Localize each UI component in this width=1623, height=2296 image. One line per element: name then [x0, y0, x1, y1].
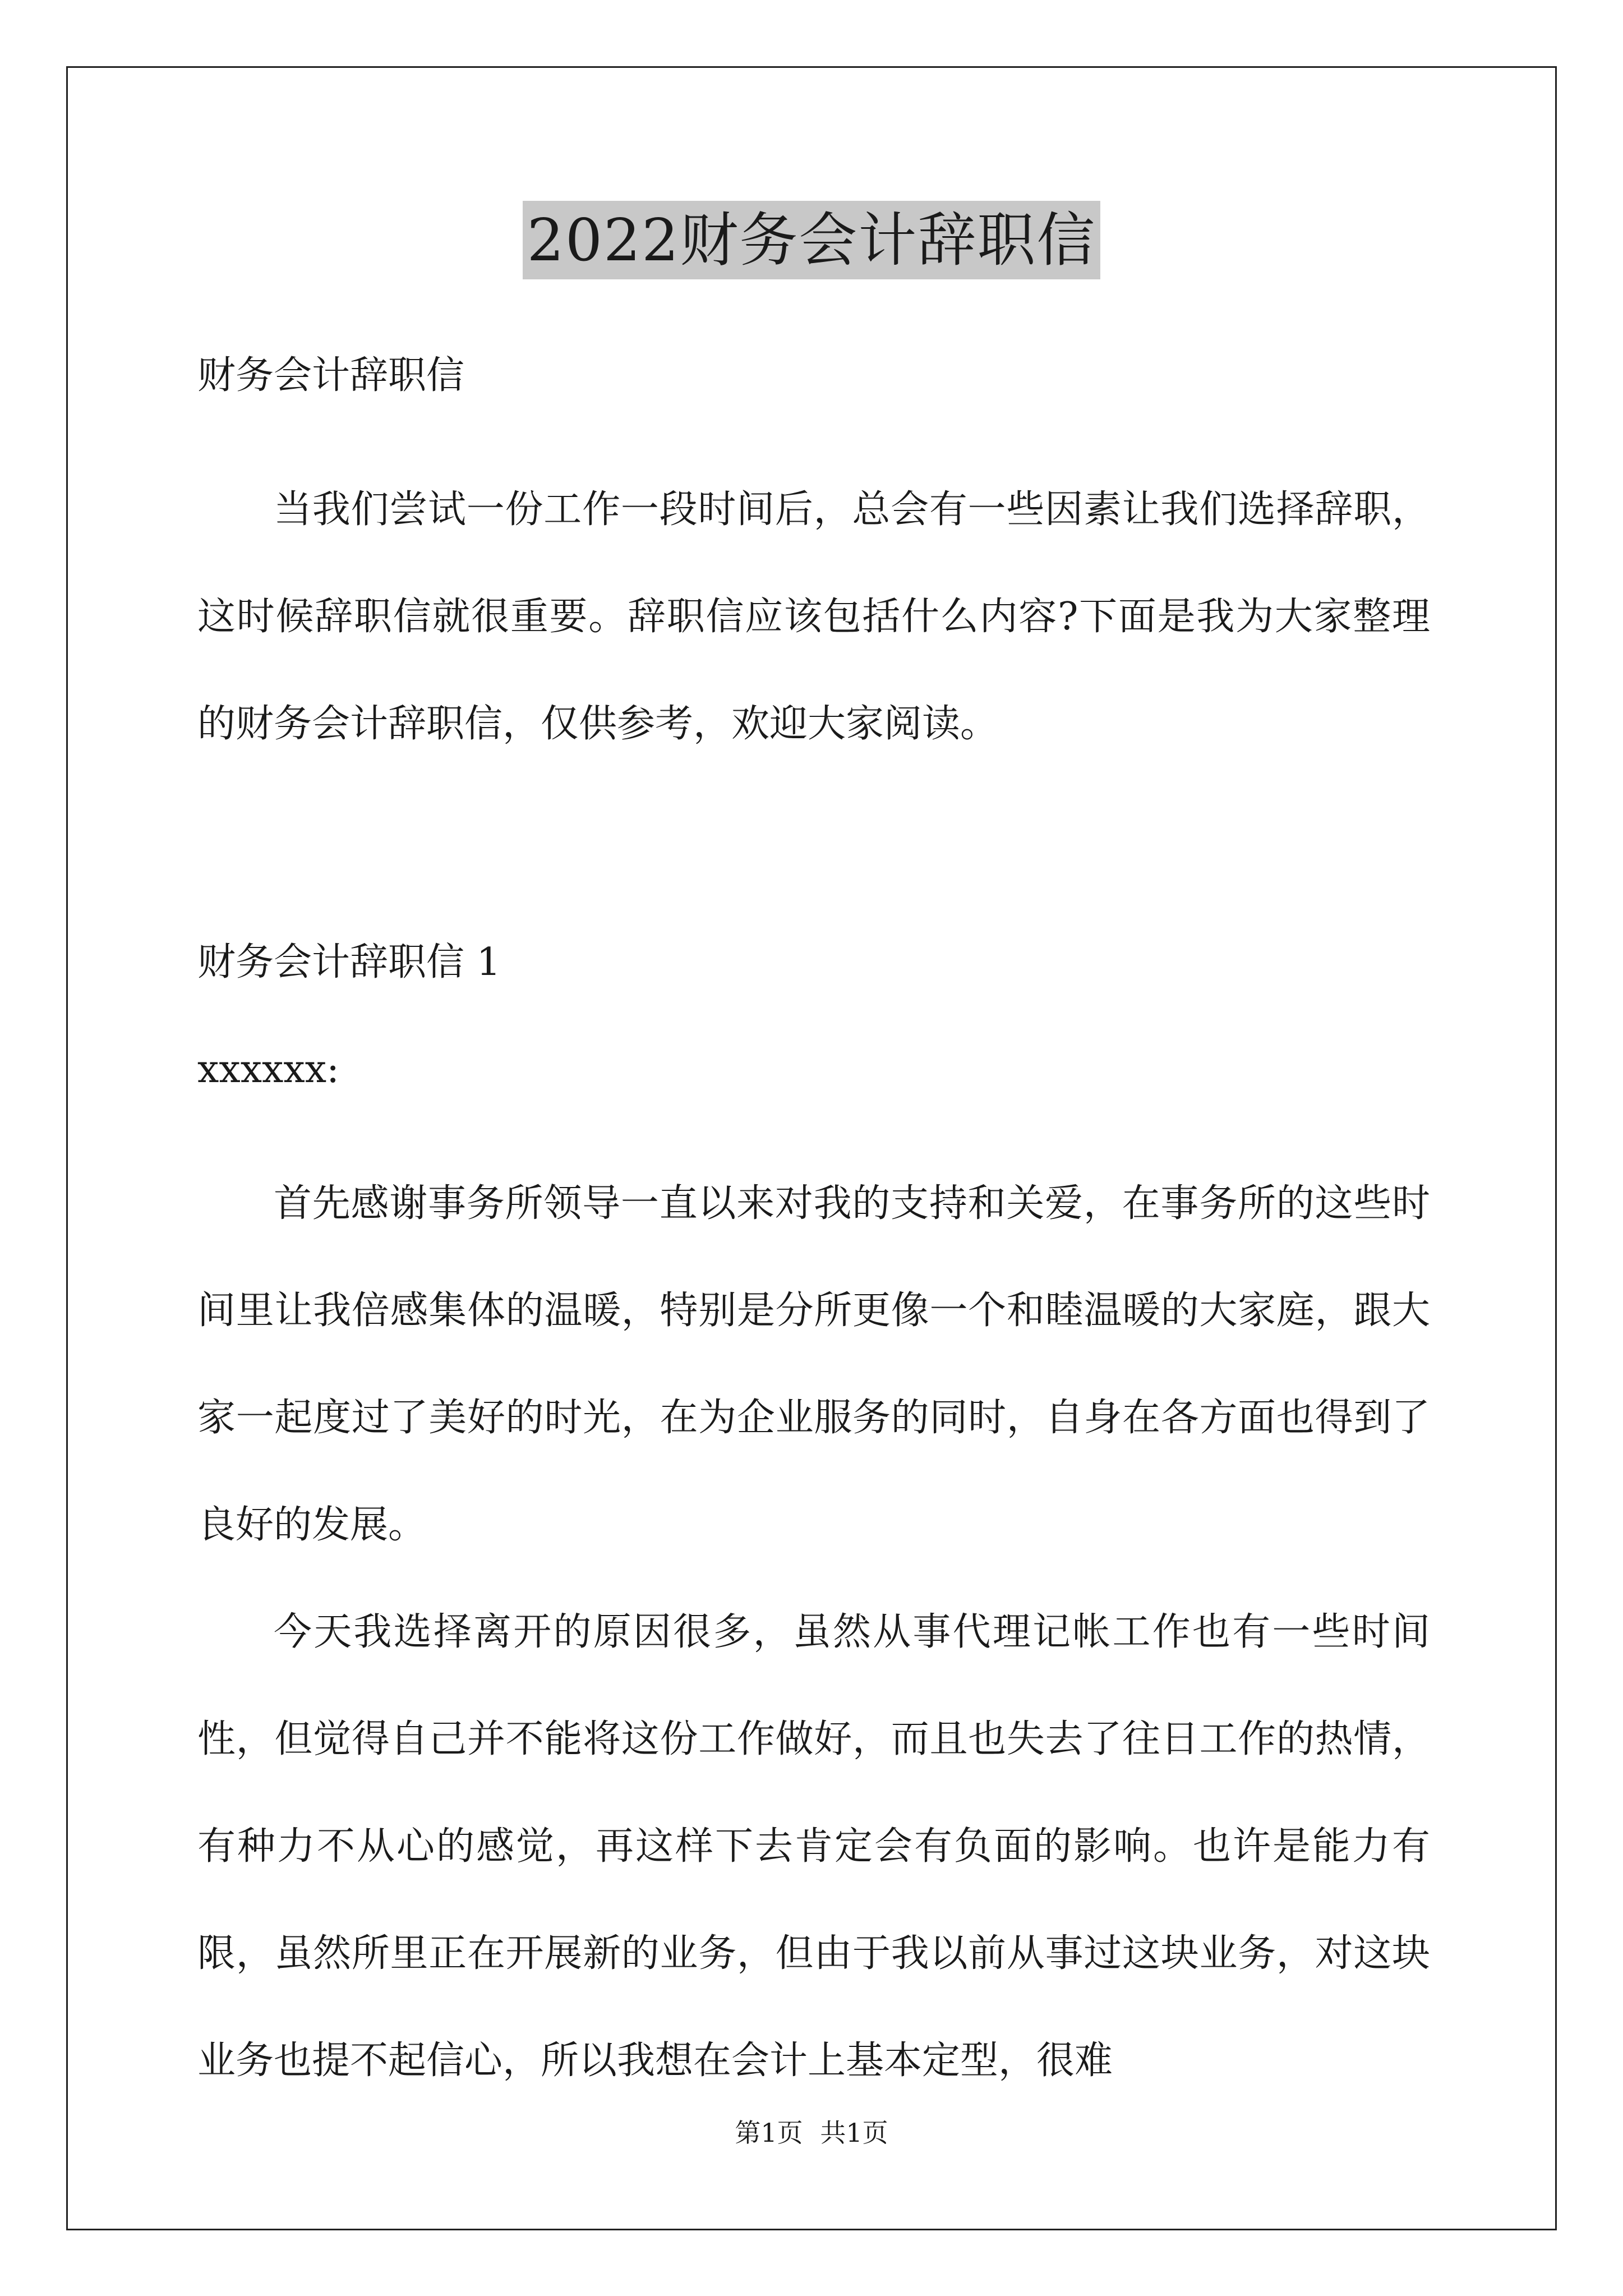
title-wrap: [0, 201, 1623, 279]
page-number: 第1页: [735, 2118, 803, 2148]
page-footer: [0, 2116, 1623, 2150]
section-heading: 财务会计辞职信 1: [197, 940, 501, 984]
subtitle: 财务会计辞职信: [197, 353, 465, 398]
document-body: [197, 349, 1430, 2114]
document-title: 2022财务会计辞职信: [523, 201, 1101, 279]
body-paragraph-2: 今天我选择离开的原因很多，虽然从事代理记帐工作也有一些时间性，但觉得自己并不能将这份工作做好，而且也失去了往日工作的热情，有种力不从心的感觉，再这样下去肯定会有负面的影响。也许是能力有限，虽然所里正在开展新的业务，但由于我以前从事过这块业务，对这块业务也提不起信心，所以我想在会计上基本定型，很难: [197, 1610, 1430, 2083]
page-total: 共1页: [820, 2118, 888, 2148]
intro-paragraph: 当我们尝试一份工作一段时间后，总会有一些因素让我们选择辞职，这时候辞职信就很重要。辞职信应该包括什么内容?下面是我为大家整理的财务会计辞职信，仅供参考，欢迎大家阅读。: [197, 487, 1430, 746]
body-paragraph-1: 首先感谢事务所领导一直以来对我的支持和关爱，在事务所的这些时间里让我倍感集体的温暖，特别是分所更像一个和睦温暖的大家庭，跟大家一起度过了美好的时光，在为企业服务的同时，自身在各方面也得到了良好的发展。: [197, 1181, 1430, 1547]
salutation: xxxxxx:: [197, 1047, 340, 1092]
